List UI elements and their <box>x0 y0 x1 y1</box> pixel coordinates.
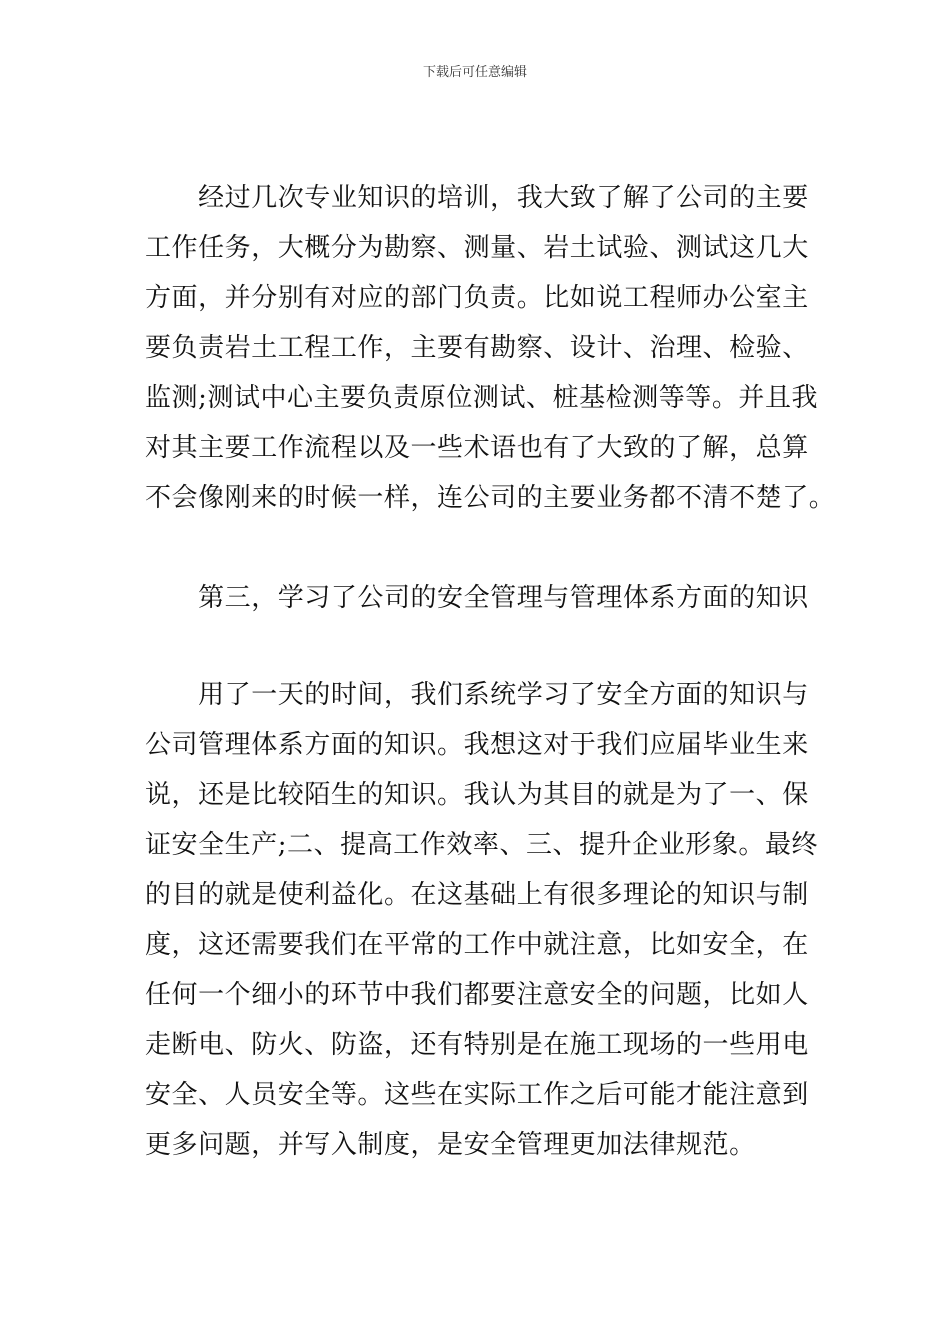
paragraph-line: 公司管理体系方面的知识。我想这对于我们应届毕业生来 <box>145 730 809 760</box>
paragraph-line: 经过几次专业知识的培训，我大致了解了公司的主要 <box>145 183 809 213</box>
section-heading <box>145 573 809 623</box>
paragraph-line: 对其主要工作流程以及一些术语也有了大致的了解，总算 <box>145 433 809 463</box>
paragraph-line: 证安全生产;二、提高工作效率、三、提升企业形象。最终 <box>145 830 819 860</box>
paragraph-line: 监测;测试中心主要负责原位测试、桩基检测等等。并且我 <box>145 383 819 413</box>
paragraph-line: 不会像刚来的时候一样，连公司的主要业务都不清不楚了。 <box>145 483 836 513</box>
paragraph-line: 更多问题，并写入制度，是安全管理更加法律规范。 <box>145 1130 756 1160</box>
paragraph-line: 方面，并分别有对应的部门负责。比如说工程师办公室主 <box>145 283 809 313</box>
paragraph-line: 用了一天的时间，我们系统学习了安全方面的知识与 <box>145 680 809 710</box>
paragraph-line: 要负责岩土工程工作，主要有勘察、设计、治理、检验、 <box>145 333 809 363</box>
paragraph-line: 安全、人员安全等。这些在实际工作之后可能才能注意到 <box>145 1080 809 1110</box>
paragraph-line: 说，还是比较陌生的知识。我认为其目的就是为了一、保 <box>145 780 809 810</box>
page-header: 下载后可任意编辑 <box>422 65 527 80</box>
paragraph-line: 任何一个细小的环节中我们都要注意安全的问题，比如人 <box>145 980 809 1010</box>
paragraph-line: 工作任务，大概分为勘察、测量、岩土试验、测试这几大 <box>145 233 809 263</box>
paragraph-safety <box>145 670 819 1170</box>
section-heading-text: 第三，学习了公司的安全管理与管理体系方面的知识 <box>145 583 809 613</box>
paragraph-line: 度，这还需要我们在平常的工作中就注意，比如安全，在 <box>145 930 809 960</box>
paragraph-line: 走断电、防火、防盗，还有特别是在施工现场的一些用电 <box>145 1030 809 1060</box>
paragraph-line: 的目的就是使利益化。在这基础上有很多理论的知识与制 <box>145 880 809 910</box>
paragraph-training <box>145 173 836 523</box>
